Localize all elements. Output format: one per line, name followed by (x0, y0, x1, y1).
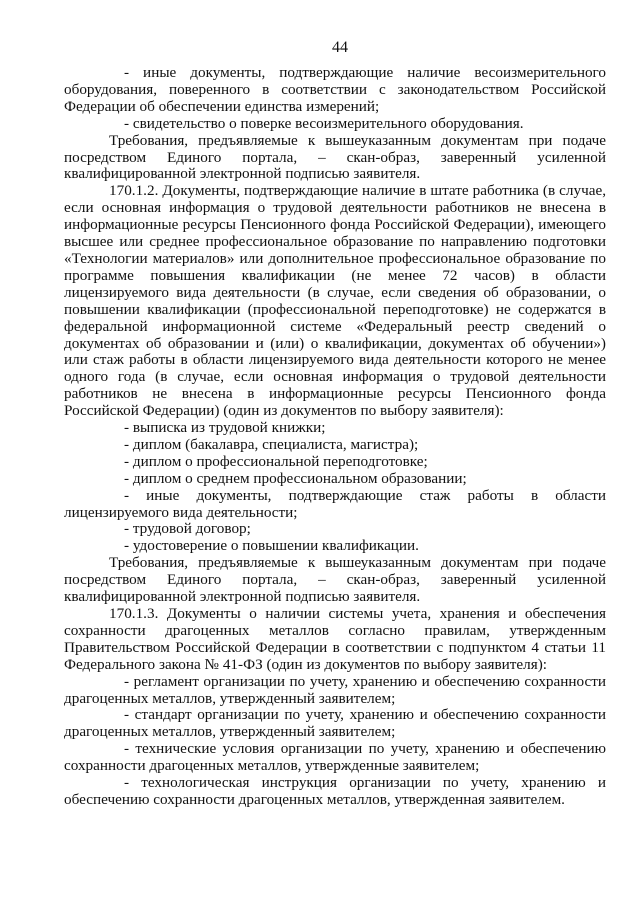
paragraph: - диплом о профессиональной переподготовке; (124, 452, 428, 470)
paragraph: - диплом о среднем профессиональном образовании; (124, 469, 467, 487)
paragraph: Требования, предъявляемые к вышеуказанным документам при подаче посредством Единого портала, – скан-образ, заверенный усиленной квалифицированной электронной подписью заявителя. (64, 554, 606, 606)
paragraph: - иные документы, подтверждающие стаж работы в области лицензируемого вида деятельности; (64, 486, 606, 521)
paragraph: - выписка из трудовой книжки; (124, 419, 326, 437)
paragraph: - технологическая инструкция организации по учету, хранению и обеспечению сохранности драгоценных металлов, утвержденная заявителем. (64, 774, 606, 808)
page-number: 44 (332, 39, 348, 56)
paragraph: 170.1.3. Документы о наличии системы учета, хранения и обеспечения сохранности драгоценных металлов согласно правилам, утвержденным Правительством Российской Федерации в соответствии с подпунктом 4 статьи 11 Федерального закона № 41-ФЗ (один из документов по выбору заявителя): (64, 605, 606, 673)
paragraph: - трудовой договор; (124, 520, 251, 538)
paragraph: - свидетельство о поверке весоизмерительного оборудования. (124, 114, 524, 132)
document-body (64, 65, 606, 809)
paragraph: - иные документы, подтверждающие наличие весоизмерительного оборудования, поверенного в соответствии с законодательством Российской Федерации об обеспечении единства измерений; (64, 64, 606, 115)
paragraph: - диплом (бакалавра, специалиста, магистра); (124, 435, 419, 453)
paragraph: - удостоверение о повышении квалификации. (124, 537, 419, 555)
paragraph: - регламент организации по учету, хранению и обеспечению сохранности драгоценных металлов, утвержденный заявителем; (64, 672, 606, 707)
paragraph: - стандарт организации по учету, хранению и обеспечению сохранности драгоценных металлов, утвержденный заявителем; (64, 706, 606, 741)
paragraph: 170.1.2. Документы, подтверждающие наличие в штате работника (в случае, если основная информация о трудовой деятельности работников не внесена в информационные ресурсы Пенсионного фонда Российской Федерации), имеющего высшее или среднее профессиональное образование по направлению подготовки «Технологии материалов» или дополнительное профессиональное образование по программе повышения квалификации (не менее 72 часов) в области лицензируемого вида деятельности (в случае, если сведения об образовании, о повышении квалификации (профессиональной переподготовке) не содержатся в федеральной информационной системе «Федеральный реестр сведений о документах об образовании и (или) о квалификации, документах об обучении») или стаж работы в области лицензируемого вида деятельности которого не менее одного года (в случае, если основная информация о трудовой деятельности работников не внесена в информационные ресурсы Пенсионного фонда Российской Федерации) (один из документов по выбору заявителя): (64, 182, 606, 420)
paragraph: Требования, предъявляемые к вышеуказанным документам при подаче посредством Единого портала, – скан-образ, заверенный усиленной квалифицированной электронной подписью заявителя. (64, 131, 606, 183)
paragraph: - технические условия организации по учету, хранению и обеспечению сохранности драгоценных металлов, утвержденные заявителем; (64, 740, 606, 775)
